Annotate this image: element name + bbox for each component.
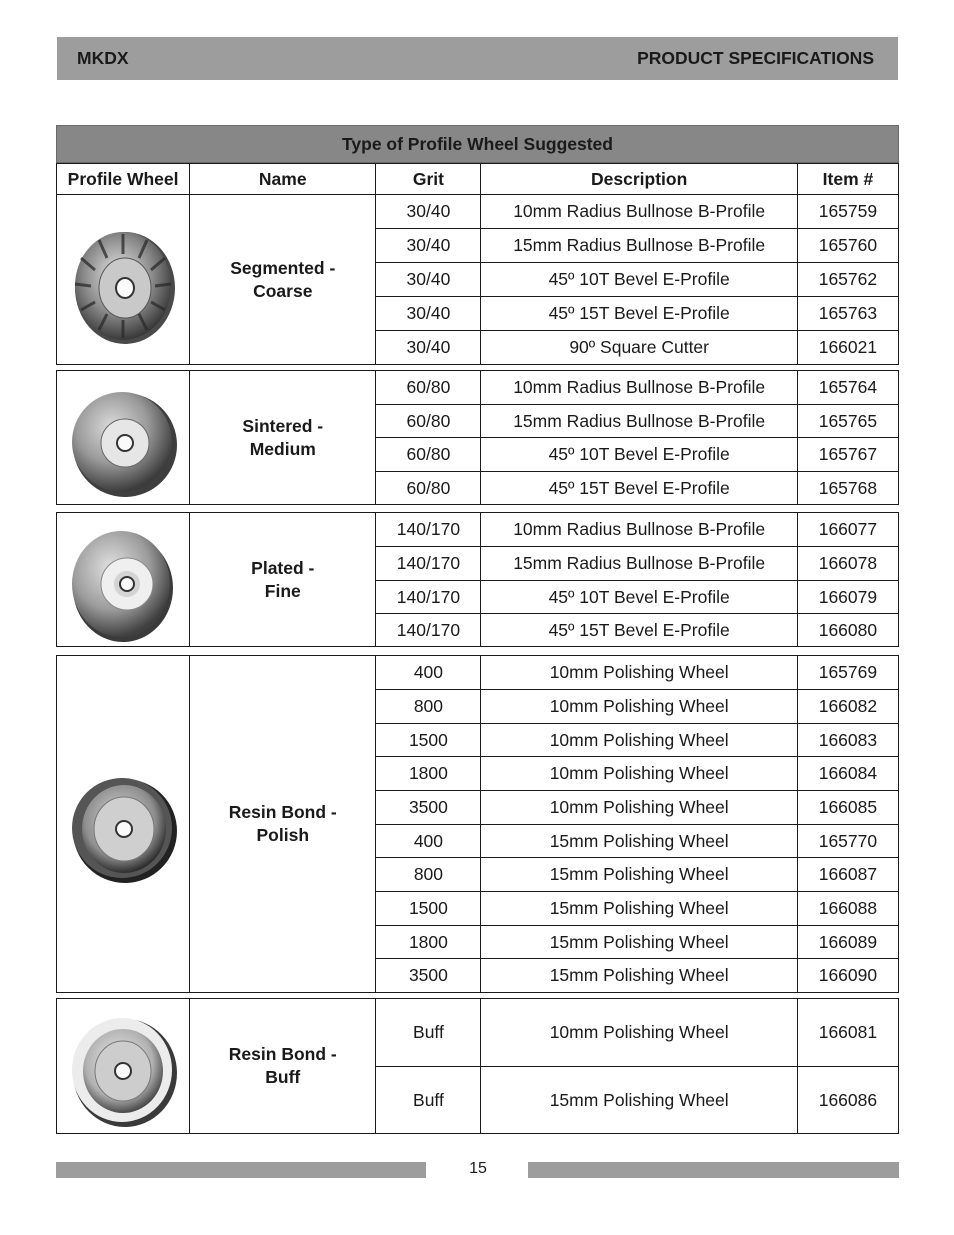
product-image-cell xyxy=(57,656,190,993)
item-number-cell: 165767 xyxy=(797,438,898,472)
description-cell: 15mm Polishing Wheel xyxy=(481,959,797,993)
grit-cell: 1500 xyxy=(376,892,481,926)
spec-table-sintered xyxy=(56,370,899,505)
description-cell: 45º 10T Bevel E-Profile xyxy=(481,438,797,472)
item-number-cell: 166088 xyxy=(797,892,898,926)
description-cell: 45º 15T Bevel E-Profile xyxy=(481,297,797,331)
description-cell: 10mm Radius Bullnose B-Profile xyxy=(481,513,797,547)
resin-buff-wheel-icon xyxy=(67,1013,179,1129)
item-number-cell: 166089 xyxy=(797,926,898,959)
wheel-name-line2: Medium xyxy=(249,438,316,459)
grit-cell: Buff xyxy=(376,999,481,1067)
description-cell: 15mm Polishing Wheel xyxy=(481,858,797,892)
wheel-name-cell xyxy=(190,371,376,505)
grit-cell: 60/80 xyxy=(376,472,481,505)
column-header-name: Name xyxy=(190,164,376,195)
description-cell: 10mm Polishing Wheel xyxy=(481,999,797,1067)
item-number-cell: 166083 xyxy=(797,724,898,757)
description-cell: 10mm Radius Bullnose B-Profile xyxy=(481,371,797,405)
product-image-cell xyxy=(57,195,190,365)
item-number-cell: 166085 xyxy=(797,791,898,825)
item-number-cell: 166077 xyxy=(797,513,898,547)
item-number-cell: 166078 xyxy=(797,547,898,581)
column-header-row xyxy=(57,164,899,195)
item-number-cell: 166021 xyxy=(797,331,898,365)
description-cell: 15mm Polishing Wheel xyxy=(481,892,797,926)
item-number-cell: 165763 xyxy=(797,297,898,331)
segmented-wheel-icon xyxy=(67,226,179,348)
resin-polish-wheel-icon xyxy=(67,773,179,885)
wheel-name-line1: Sintered - xyxy=(242,415,324,436)
plated-wheel-icon xyxy=(67,526,179,642)
wheel-name-cell xyxy=(190,195,376,365)
grit-cell: 30/40 xyxy=(376,331,481,365)
table-row xyxy=(57,656,899,690)
wheel-name-cell xyxy=(190,513,376,647)
wheel-name-line1: Segmented - xyxy=(230,257,336,278)
item-number-cell: 165759 xyxy=(797,195,898,229)
table-title: Type of Profile Wheel Suggested xyxy=(56,125,899,163)
grit-cell: 30/40 xyxy=(376,263,481,297)
item-number-cell: 165762 xyxy=(797,263,898,297)
item-number-cell: 166090 xyxy=(797,959,898,993)
item-number-cell: 165760 xyxy=(797,229,898,263)
grit-cell: 140/170 xyxy=(376,513,481,547)
grit-cell: 140/170 xyxy=(376,581,481,614)
description-cell: 45º 15T Bevel E-Profile xyxy=(481,614,797,647)
grit-cell: 3500 xyxy=(376,959,481,993)
description-cell: 15mm Radius Bullnose B-Profile xyxy=(481,229,797,263)
table-row xyxy=(57,195,899,229)
spec-table-resin-polish xyxy=(56,655,899,993)
description-cell: 10mm Polishing Wheel xyxy=(481,791,797,825)
column-header-grit: Grit xyxy=(376,164,481,195)
table-row xyxy=(57,371,899,405)
description-cell: 10mm Polishing Wheel xyxy=(481,656,797,690)
item-number-cell: 165764 xyxy=(797,371,898,405)
description-cell: 10mm Polishing Wheel xyxy=(481,724,797,757)
grit-cell: 1800 xyxy=(376,757,481,791)
description-cell: 45º 15T Bevel E-Profile xyxy=(481,472,797,505)
wheel-name-line1: Plated - xyxy=(251,557,315,578)
grit-cell: 60/80 xyxy=(376,438,481,472)
item-number-cell: 165770 xyxy=(797,825,898,858)
item-number-cell: 166087 xyxy=(797,858,898,892)
table-row xyxy=(57,999,899,1067)
item-number-cell: 165769 xyxy=(797,656,898,690)
grit-cell: 800 xyxy=(376,690,481,724)
item-number-cell: 165765 xyxy=(797,405,898,438)
grit-cell: 30/40 xyxy=(376,229,481,263)
item-number-cell: 166081 xyxy=(797,999,898,1067)
spec-table-resin-buff xyxy=(56,998,899,1134)
item-number-cell: 166082 xyxy=(797,690,898,724)
product-image-cell xyxy=(57,371,190,505)
sintered-wheel-icon xyxy=(67,387,179,497)
wheel-name-cell xyxy=(190,656,376,993)
header-brand: MKDX xyxy=(77,48,129,68)
product-image-cell xyxy=(57,513,190,647)
item-number-cell: 166079 xyxy=(797,581,898,614)
table-row xyxy=(57,513,899,547)
grit-cell: 400 xyxy=(376,825,481,858)
wheel-name-line2: Fine xyxy=(264,580,301,601)
grit-cell: 3500 xyxy=(376,791,481,825)
wheel-name-line1: Resin Bond - xyxy=(228,802,337,822)
description-cell: 10mm Radius Bullnose B-Profile xyxy=(481,195,797,229)
page-number: 15 xyxy=(469,1160,487,1177)
description-cell: 15mm Polishing Wheel xyxy=(481,1067,797,1134)
description-cell: 90º Square Cutter xyxy=(481,331,797,365)
item-number-cell: 166080 xyxy=(797,614,898,647)
grit-cell: 1800 xyxy=(376,926,481,959)
column-header-profile-wheel: Profile Wheel xyxy=(57,164,190,195)
description-cell: 15mm Polishing Wheel xyxy=(481,825,797,858)
description-cell: 45º 10T Bevel E-Profile xyxy=(481,581,797,614)
grit-cell: 60/80 xyxy=(376,371,481,405)
page-header xyxy=(57,37,898,80)
grit-cell: 140/170 xyxy=(376,547,481,581)
grit-cell: 800 xyxy=(376,858,481,892)
grit-cell: 140/170 xyxy=(376,614,481,647)
description-cell: 45º 10T Bevel E-Profile xyxy=(481,263,797,297)
spec-table-segmented xyxy=(56,163,899,365)
wheel-name-line1: Resin Bond - xyxy=(228,1044,337,1064)
footer-bar-right xyxy=(528,1162,899,1178)
wheel-name-line2: Buff xyxy=(265,1067,301,1087)
grit-cell: 30/40 xyxy=(376,297,481,331)
column-header-item: Item # xyxy=(797,164,898,195)
description-cell: 15mm Polishing Wheel xyxy=(481,926,797,959)
description-cell: 15mm Radius Bullnose B-Profile xyxy=(481,405,797,438)
spec-table-plated xyxy=(56,512,899,647)
header-section-title: PRODUCT SPECIFICATIONS xyxy=(637,48,874,68)
item-number-cell: 166084 xyxy=(797,757,898,791)
footer-bar-left xyxy=(56,1162,426,1178)
grit-cell: 60/80 xyxy=(376,405,481,438)
wheel-name-cell xyxy=(190,999,376,1134)
grit-cell: 30/40 xyxy=(376,195,481,229)
wheel-name-line2: Polish xyxy=(256,825,310,845)
item-number-cell: 166086 xyxy=(797,1067,898,1134)
product-image-cell xyxy=(57,999,190,1134)
grit-cell: 400 xyxy=(376,656,481,690)
description-cell: 10mm Polishing Wheel xyxy=(481,757,797,791)
grit-cell: 1500 xyxy=(376,724,481,757)
grit-cell: Buff xyxy=(376,1067,481,1134)
description-cell: 10mm Polishing Wheel xyxy=(481,690,797,724)
description-cell: 15mm Radius Bullnose B-Profile xyxy=(481,547,797,581)
column-header-description: Description xyxy=(481,164,797,195)
item-number-cell: 165768 xyxy=(797,472,898,505)
wheel-name-line2: Coarse xyxy=(253,280,313,301)
